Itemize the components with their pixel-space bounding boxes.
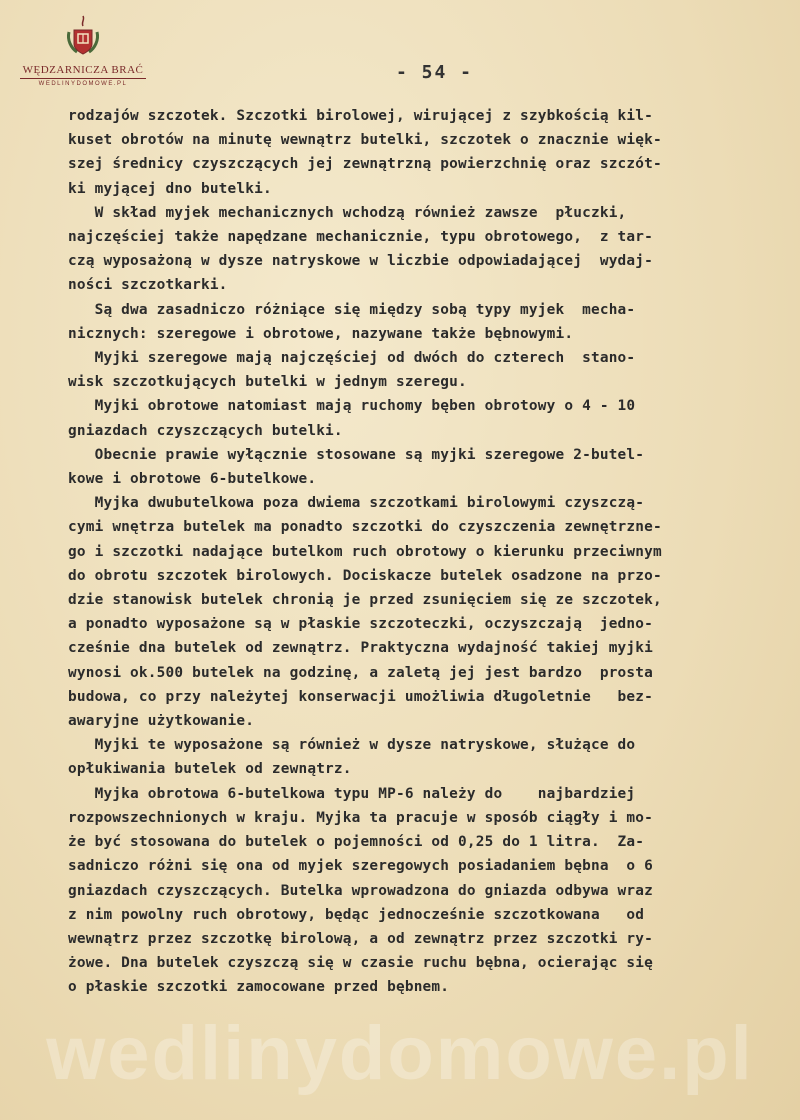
text-line: wisk szczotkujących butelki w jednym szeregu. bbox=[68, 374, 467, 391]
page-number: - 54 - bbox=[396, 62, 474, 83]
text-line: sadniczo różni się ona od myjek szeregowych posiadaniem bębna o 6 bbox=[68, 858, 654, 875]
text-line: kuset obrotów na minutę wewnątrz butelki, szczotek o znacznie więk- bbox=[68, 132, 662, 149]
site-logo[interactable] bbox=[16, 12, 150, 87]
text-line: Myjki te wyposażone są również w dysze natryskowe, służące do bbox=[68, 737, 636, 754]
text-line: wewnątrz przez szczotkę birolową, a od zewnątrz przez szczotki ry- bbox=[68, 930, 654, 947]
text-line: do obrotu szczotek birolowych. Dociskacze butelek osadzone na przo- bbox=[68, 567, 662, 584]
logo-url: WEDLINYDOMOWE.PL bbox=[38, 81, 128, 87]
logo-divider bbox=[20, 78, 146, 79]
text-line: najczęściej także napędzane mechanicznie, typu obrotowego, z tar- bbox=[68, 229, 654, 246]
text-line: opłukiwania butelek od zewnątrz. bbox=[68, 761, 352, 778]
text-line: ności szczotkarki. bbox=[68, 277, 228, 294]
text-line: Są dwa zasadniczo różniące się między sobą typy myjek mecha- bbox=[68, 301, 636, 318]
text-line: gniazdach czyszczących. Butelka wprowadzona do gniazda odbywa wraz bbox=[68, 882, 654, 899]
text-line: awaryjne użytkowanie. bbox=[68, 713, 255, 730]
text-line: czą wyposażoną w dysze natryskowe w liczbie odpowiadającej wydaj- bbox=[68, 253, 654, 270]
text-line: gniazdach czyszczących butelki. bbox=[68, 422, 343, 439]
text-line: dzie stanowisk butelek chronią je przed zsunięciem się ze szczotek, bbox=[68, 592, 662, 609]
text-line: ki myjącej dno butelki. bbox=[68, 180, 272, 197]
text-line: rodzajów szczotek. Szczotki birolowej, wirującej z szybkością kil- bbox=[68, 108, 654, 124]
text-line: nicznych: szeregowe i obrotowe, nazywane także bębnowymi. bbox=[68, 325, 574, 342]
text-line: Myjki obrotowe natomiast mają ruchomy bęben obrotowy o 4 - 10 bbox=[68, 398, 636, 415]
logo-name: WĘDZARNICZA BRAĆ bbox=[22, 64, 144, 76]
text-line: Myjki szeregowe mają najczęściej od dwóch do czterech stano- bbox=[68, 350, 636, 367]
crest-icon bbox=[63, 12, 103, 60]
text-line: o płaskie szczotki zamocowane przed bębnem. bbox=[68, 979, 450, 996]
text-line: Myjka dwubutelkowa poza dwiema szczotkami birolowymi czyszczą- bbox=[68, 495, 645, 512]
text-line: cześnie dna butelek od zewnątrz. Praktyczna wydajność takiej myjki bbox=[68, 640, 654, 657]
document-body bbox=[68, 104, 798, 1000]
text-line: rozpowszechnionych w kraju. Myjka ta pracuje w sposób ciągły i mo- bbox=[68, 809, 654, 826]
text-line: a ponadto wyposażone są w płaskie szczoteczki, oczyszczają jedno- bbox=[68, 616, 654, 633]
watermark: wedlinydomowe.pl bbox=[46, 1011, 754, 1096]
text-line: go i szczotki nadające butelkom ruch obrotowy o kierunku przeciwnym bbox=[68, 543, 662, 560]
text-line: wynosi ok.500 butelek na godzinę, a zaletą jej jest bardzo prosta bbox=[68, 664, 654, 681]
text-line: że być stosowana do butelek o pojemności od 0,25 do 1 litra. Za- bbox=[68, 834, 645, 851]
text-line: W skład myjek mechanicznych wchodzą również zawsze płuczki, bbox=[68, 204, 627, 221]
text-line: budowa, co przy należytej konserwacji umożliwia długoletnie bez- bbox=[68, 688, 654, 705]
text-line: żowe. Dna butelek czyszczą się w czasie ruchu bębna, ocierając się bbox=[68, 955, 654, 972]
text-line: szej średnicy czyszczących jej zewnątrzną powierzchnię oraz szczót- bbox=[68, 156, 662, 173]
text-line: cymi wnętrza butelek ma ponadto szczotki do czyszczenia zewnętrzne- bbox=[68, 519, 662, 536]
text-line: z nim powolny ruch obrotowy, będąc jednocześnie szczotkowana od bbox=[68, 906, 645, 923]
text-line: Myjka obrotowa 6-butelkowa typu MP-6 należy do najbardziej bbox=[68, 785, 636, 802]
text-line: kowe i obrotowe 6-butelkowe. bbox=[68, 471, 317, 488]
text-line: Obecnie prawie wyłącznie stosowane są myjki szeregowe 2-butel- bbox=[68, 446, 645, 463]
